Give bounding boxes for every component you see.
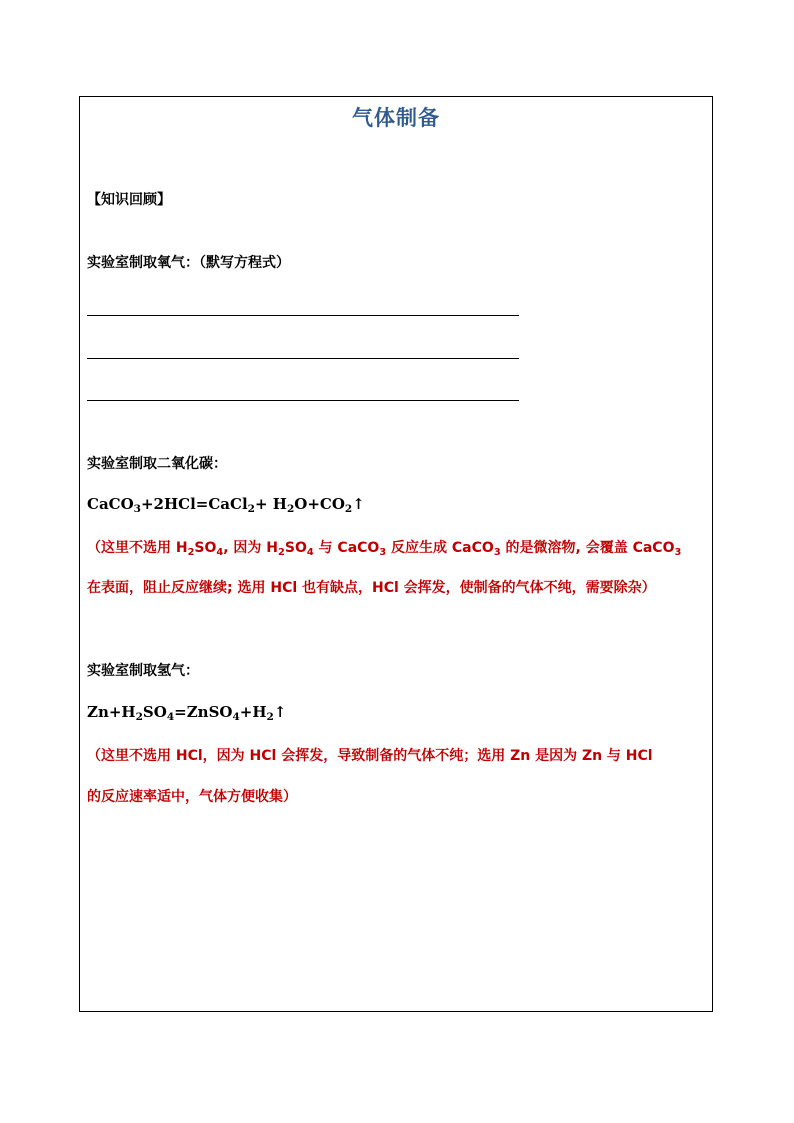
oxygen-label: 实验室制取氧气：（默写方程式） [87, 255, 290, 271]
page-title: 气体制备 [352, 106, 440, 130]
answer-line-2 [87, 358, 519, 359]
co2-note-line-1: （这里不选用 $H_2SO_4$, 因为 $H_2SO_4$ 与 CaCO$_3$ 反应生成 CaCO$_3$ 的是微溶物, 会覆盖 CaCO$_3$ [87, 540, 682, 558]
hydrogen-note-line-2: 的反应速率适中，气体方便收集） [87, 789, 297, 805]
hydrogen-label: 实验室制取氢气： [87, 663, 199, 679]
co2-label: 实验室制取二氧化碳： [87, 456, 227, 472]
answer-line-1 [87, 315, 519, 316]
answer-line-3 [87, 400, 519, 401]
section-heading: 【知识回顾】 [87, 192, 171, 208]
co2-equation: CaCO$_3$+2HCl=CaCl$_2$+ $H_2O+CO_2↑$ [87, 495, 365, 516]
hydrogen-note-line-1: （这里不选用 HCl，因为 HCl 会挥发，导致制备的气体不纯；选用 Zn 是因为 Zn 与 HCl [87, 748, 653, 764]
co2-note-line-2: 在表面，阻止反应继续; 选用 HCl 也有缺点，HCl 会挥发，使制备的气体不纯，需要除杂） [87, 580, 656, 596]
hydrogen-equation: $Zn+H_2SO_4=ZnSO_4+H_2↑$ [87, 703, 287, 724]
